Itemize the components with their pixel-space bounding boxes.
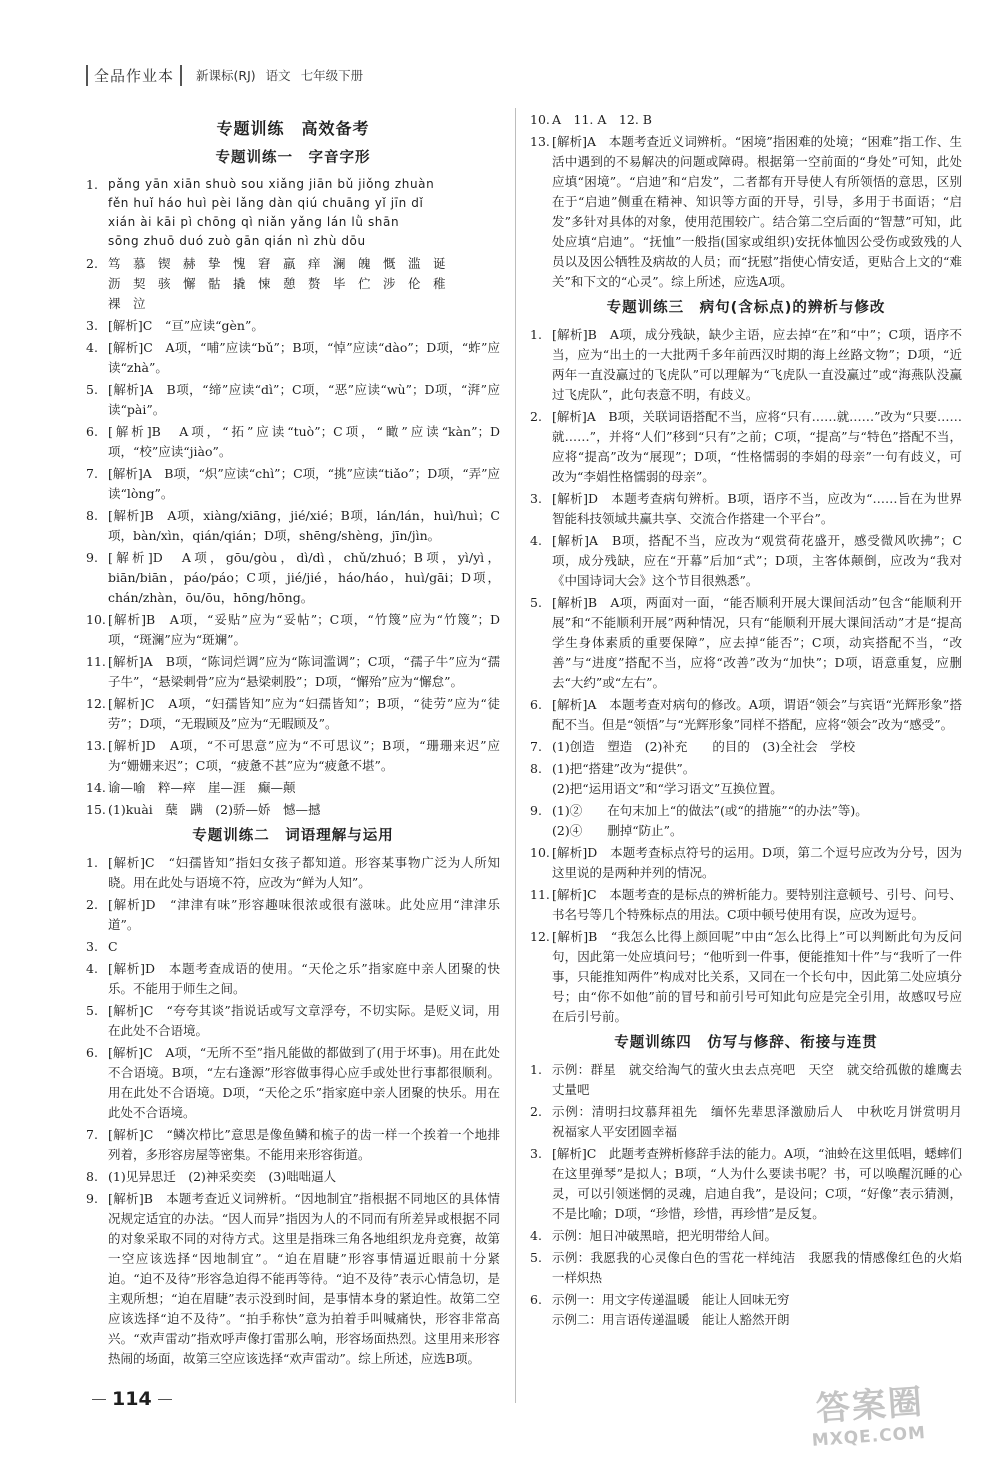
item-line: 沥 契 骇 懈 骷 撬 悚 憩 赘 毕 伫 涉 伦 稚 [108, 275, 446, 291]
item-line: [解析]B A项，“妥贴”应为“妥帖”；C项，“竹篾”应为“竹篾”；D项，“斑澜”应为“斑斓”。 [108, 611, 500, 647]
item-number: 12. [86, 695, 106, 711]
answer-item [86, 316, 500, 336]
item-number: 5. [530, 595, 542, 611]
item-number: 6. [530, 697, 542, 713]
item-number: 14. [86, 779, 106, 795]
item-text [108, 316, 500, 336]
brand-logo: 全品作业本 [86, 65, 182, 86]
item-text [108, 422, 500, 462]
answer-item [86, 1125, 500, 1165]
item-line: 示例二：用言语传递温暖 能让人豁然开朗 [552, 1312, 790, 1328]
item-number: 11. [86, 653, 106, 669]
page-footer [86, 1388, 178, 1410]
footer-dash-left [92, 1399, 106, 1400]
answer-item [530, 489, 962, 529]
item-text [552, 1102, 975, 1142]
answer-item [530, 110, 962, 130]
item-text [552, 1248, 962, 1288]
item-line: [解析]A 本题考查近义词辨析。“困境”指困难的处境；“困难”指工作、生活中遇到的不易解决的问题或障碍。根据第一空前面的“身处”可知，此处应填“困境”。“启迪”和“启发”，二者都有开导使人有所领悟的意思，区别在于“启迪”侧重在精神、知识等方面的开导，引导，多用于书面语；“启发”多针对具体的对象，使用范围较广。结合第二空后面的“智慧”可知，此处应填“启迪”。“抚恤”一般指(国家或组织)安抚体恤因公受伤或致残的人员以及因公牺牲及病故的人员；而“抚慰”指使心情安适，更贴合上文的“难关”和下文的“心灵”。综上所述，应选A项。 [552, 134, 962, 289]
answer-item [86, 736, 500, 776]
item-text [108, 1043, 500, 1123]
item-number: 5. [86, 381, 98, 397]
item-line: [解析]D 本题考查标点符号的运用。D项，第二个逗号应改为分号，因为这里说的是两种并列的情况。 [552, 845, 962, 881]
item-number: 3. [530, 491, 542, 507]
item-line: [解析]B 本题考查近义词辨析。“因地制宜”指根据不同地区的具体情况规定适宜的办法。“因人而异”指因为人的不同而有所差异或根据不同的对象采取不同的对待方式。这里是指珠三角各地组织龙舟竞赛，故第一空应该选择“因地制宜”。“迫在眉睫”形容事情逼近眼前十分紧迫。“迫不及待”形容急迫得不能再等待。“迫不及待”表示心情急切，是主观所想；“迫在眉睫”表示没到时间，是事情本身的紧迫性。故第二空应该选择“迫不及待”。“拍手称快”意为拍着手叫喊痛快，形容非常高兴。“欢声雷动”指欢呼声像打雷那么响，形容场面热烈。这里用来形容热闹的场面，故第三空应该选择“欢声雷动”。综上所述，应选B项。 [108, 1190, 500, 1366]
item-number: 5. [86, 1002, 98, 1018]
answer-item [530, 132, 962, 292]
answer-item [530, 531, 962, 591]
item-text [552, 1226, 962, 1246]
item-number: 8. [86, 1168, 98, 1184]
section-title: 专题训练四 仿写与修辞、衔接与连贯 [614, 1035, 878, 1052]
item-number: 1. [530, 1062, 542, 1078]
answer-item [530, 843, 962, 883]
answer-item [530, 737, 962, 757]
item-line: [解析]C “亘”应读“gèn”。 [108, 317, 264, 333]
answer-item [86, 548, 500, 608]
item-text [108, 610, 500, 650]
item-number: 6. [530, 1292, 542, 1308]
left-column [86, 110, 500, 1371]
answer-item [86, 175, 500, 252]
answer-item [86, 778, 500, 798]
page-header [86, 62, 506, 88]
item-line: (1)② 在句末加上“的做法”(或“的措施”“的办法”等)。 [552, 803, 868, 819]
item-line: [解析]B A项，xiàng/xiāng，jié/xié；B项，lán/lán，huì/huì；C项，bàn/xìn，qián/qián；D项，shēng/shèng，jīn/jìn。 [108, 507, 500, 543]
item-line: [解析]D 本题考查成语的使用。“天伦之乐”指家庭中亲人团聚的快乐。不能用于师生之间。 [108, 960, 500, 996]
item-text [552, 695, 962, 735]
item-line: [解析]C A项，“妇孺皆知”应为“妇孺皆知”；B项，“徒劳”应为“徒劳”；D项，“无瑕顾及”应为“无暇顾及”。 [108, 695, 500, 731]
footer-dash-right [158, 1399, 172, 1400]
item-number: 4. [86, 339, 98, 355]
item-line: (1)kuài 蘖 蹒 (2)骄—娇 憾—撼 [108, 801, 321, 817]
answer-item [86, 380, 500, 420]
item-line: 示例一：用文字传递温暖 能让人回味无穷 [552, 1292, 790, 1308]
item-line: 示例：群星 就交给淘气的萤火虫去点亮吧 天空 就交给孤傲的雄鹰去丈量吧 [552, 1062, 962, 1098]
item-line: [解析]A B项，搭配不当，应改为“观赏荷花盛开，感受微风吹拂”；C项，成分残缺，应在“开幕”后加“式”；D项，主客体颠倒，应改为“我对《中国诗词大会》这个节目很熟悉”。 [552, 533, 962, 589]
item-number: 13. [86, 737, 106, 753]
item-line: [解析]C A项，“无所不至”指凡能做的都做到了(用于坏事)。用在此处不合语境。B项，“左右逢源”形容做事得心应手或处世行事都很顺利。用在此处不合语境。D项，“天伦之乐”指家庭中亲人团聚的快乐。用在此处不合语境。 [108, 1044, 500, 1120]
item-text [552, 132, 962, 292]
item-line: xián ài kāi pì chōng qì niǎn yǎng lán lǜ shān [108, 215, 400, 230]
item-text [108, 1001, 500, 1041]
watermark-url: MXQE.COM [811, 1422, 927, 1451]
item-text [108, 937, 500, 957]
item-number: 13. [530, 134, 550, 149]
item-line: [解析]B “我怎么比得上颜回呢”中由“怎么比得上”可以判断此句为反问句，因此第一处应填问号；“他听到一件事，便能推知十件”与“我听了一件事，只能推知两件”构成对比关系，又同在一个长句中，因此第二处应填分号；由“你不如他”前的冒号和前引号可知此句应是完全引用，故感叹号应在后引号前。 [552, 929, 962, 1025]
item-text [108, 380, 500, 420]
item-line: (2)把“运用语文”和“学习语文”互换位置。 [552, 781, 783, 797]
item-text [108, 694, 500, 734]
item-text [552, 1060, 962, 1100]
item-number: 10. [530, 845, 550, 861]
item-text [108, 652, 500, 692]
item-text [108, 338, 500, 378]
item-number: 1. [530, 327, 542, 343]
item-line: 示例：清明扫坟慕拜祖先 缅怀先辈思泽激励后人 中秋吃月饼赏明月 祝福家人平安团圆幸福 [552, 1104, 975, 1140]
item-text [552, 110, 962, 130]
item-number: 10. [530, 112, 550, 127]
right-column [530, 110, 975, 1332]
item-line: 示例：我愿我的心灵像白色的雪花一样纯洁 我愿我的情感像红色的火焰一样炽热 [552, 1250, 962, 1286]
item-line: [解析]B A项，“拓”应读“tuò”；C项，“瞰”应读“kàn”；D项，“校”应读“jiào”。 [108, 423, 500, 459]
item-number: 12. [530, 929, 550, 945]
item-number: 4. [530, 533, 542, 549]
item-number: 8. [530, 761, 542, 777]
answer-item [530, 1226, 962, 1246]
item-line: 笃 慕 锲 赫 挚 愧 窘 羸 痒 澜 魄 慨 滥 诞 [108, 255, 446, 271]
section-title: 专题训练 高效备考 [216, 119, 370, 138]
item-line: pǎng yān xiān shuò sou xiǎng jiān bǔ jiǒng zhuàn [108, 176, 435, 191]
item-line: [解析]C 此题考查辨析修辞手法的能力。A项，“油蛉在这里低唱，蟋蟀们在这里弹琴”是拟人；B项，“人为什么要读书呢？书，可以唤醒沉睡的心灵，可以引领迷惘的灵魂，启迪自我”，是设问；C项，“好像”表示猜测，不是比喻；D项，“珍惜，珍惜，再珍惜”是反复。 [552, 1146, 962, 1222]
item-line: [解析]A B项，“炽”应读“chì”；C项，“挑”应读“tiǎo”；D项，“弄”应读“lòng”。 [108, 465, 501, 501]
item-text [552, 801, 962, 841]
item-line: (1)创造 塑造 (2)补充 的目的 (3)全社会 学校 [552, 739, 856, 755]
item-number: 9. [86, 1190, 98, 1206]
answer-item [530, 801, 962, 841]
answer-item [530, 325, 962, 405]
item-line: sōng zhuō duó zuò gān qián nì zhù dōu [108, 234, 366, 249]
item-text [108, 1167, 500, 1187]
item-line: C [108, 938, 118, 954]
answer-item [530, 1144, 962, 1224]
page-number: 114 [112, 1388, 152, 1410]
item-line: 示例：旭日冲破黑暗，把光明带给人间。 [552, 1228, 778, 1244]
grade-label: 七年级下册 [300, 68, 364, 83]
item-number: 9. [530, 803, 542, 819]
item-line: [解析]D “津津有味”形容趣味很浓或很有滋味。此处应用“津津乐道”。 [108, 896, 500, 932]
item-line: [解析]C 本题考查的是标点的辨析能力。要特别注意顿号、引号、问号、书名号等几个特殊标点的用法。C项中顿号使用有误，应改为逗号。 [552, 887, 962, 923]
answer-item [86, 610, 500, 650]
subject-label: 语文 [265, 68, 291, 83]
item-line: [解析]A 本题考查对病句的修改。A项，谓语“领会”与宾语“光辉形象”搭配不当。但是“领悟”与“光辉形象”同样不搭配，应将“领会”改为“感受”。 [552, 697, 962, 733]
item-text [552, 885, 962, 925]
item-number: 10. [86, 611, 106, 627]
column-divider [515, 108, 516, 1403]
item-line: A 11. A 12. B [552, 112, 652, 127]
item-line: [解析]B A项，两面对一面，“能否顺利开展大课间活动”包含“能顺利开展”和“不能顺利开展”两种情况，只有“能顺利开展大课间活动”才是“提高学生身体素质的重要保障”，应去掉“能否”；C项，动宾搭配不当，“改善”与“进度”搭配不当，应将“改善”改为“加快”；D项，语意重复，应删去“大约”或“左右”。 [552, 595, 962, 691]
item-text [108, 800, 500, 820]
answer-item [86, 422, 500, 462]
item-text [108, 175, 500, 252]
item-number: 11. [530, 887, 550, 903]
item-number: 3. [86, 938, 98, 954]
item-line: [解析]C “鳞次栉比”意思是像鱼鳞和梳子的齿一样一个挨着一个地排列着，多形容房屋等密集。不能用来形容街道。 [108, 1126, 500, 1162]
item-line: [解析]A B项，“陈词烂调”应为“陈词滥调”；C项，“孺子牛”应为“孺子牛”，“悬梁刺骨”应为“悬梁刺股”；D项，“懈殆”应为“懈怠”。 [108, 653, 500, 689]
answer-item [530, 1248, 962, 1288]
item-text [108, 1125, 500, 1165]
edition-label: 新课标(RJ) [196, 68, 256, 83]
item-number: 7. [530, 739, 542, 755]
item-text [552, 407, 962, 487]
answer-item [86, 1167, 500, 1187]
answer-item [86, 254, 500, 314]
item-number: 15. [86, 801, 106, 817]
item-text [552, 593, 962, 693]
item-number: 3. [86, 317, 98, 333]
item-text [552, 489, 962, 529]
answer-item [530, 927, 962, 1027]
item-text [552, 1290, 962, 1330]
answer-item [530, 759, 962, 799]
item-line: (2)④ 删掉“防止”。 [552, 823, 683, 839]
item-line: 谕—喻 粹—瘁 崖—涯 癫—颠 [108, 779, 296, 795]
item-text [108, 506, 500, 546]
item-number: 2. [86, 255, 98, 271]
item-text [108, 853, 500, 893]
item-text [108, 895, 500, 935]
item-line: [解析]C “夸夸其谈”指说话或写文章浮夸，不切实际。是贬义词，用在此处不合语境。 [108, 1002, 500, 1038]
item-line: [解析]C “妇孺皆知”指妇女孩子都知道。形容某事物广泛为人所知晓。用在此处与语境不符，应改为“鲜为人知”。 [108, 854, 500, 890]
item-text [108, 254, 500, 314]
item-text [108, 1189, 500, 1369]
item-number: 6. [86, 1044, 98, 1060]
answer-item [530, 885, 962, 925]
item-number: 7. [86, 465, 98, 481]
item-line: [解析]B A项，成分残缺，缺少主语，应去掉“在”和“中”；C项，语序不当，应为“出土的一大批两千多年前西汉时期的海上丝路文物”；D项，“近两年一直没赢过的飞虎队”可以理解为“飞虎队一直没赢过”或“海燕队没赢过飞虎队”，此句表意不明，有歧义。 [552, 327, 962, 403]
item-line: [解析]D A项，“不可思意”应为“不可思议”；B项，“珊珊来迟”应为“姗姗来迟”；C项，“疲惫不甚”应为“疲惫不堪”。 [108, 737, 500, 773]
item-number: 1. [86, 176, 98, 192]
item-text [552, 927, 962, 1027]
item-line: [解析]D 本题考查病句辨析。B项，语序不当，应改为“……旨在为世界智能科技领域共赢共享、交流合作搭建一个平台”。 [552, 491, 962, 527]
answer-item [86, 1001, 500, 1041]
item-line: [解析]C A项，“哺”应读“bǔ”；B项，“悼”应读“dào”；D项，“蚱”应读“zhà”。 [108, 339, 500, 375]
item-text [108, 736, 500, 776]
answer-item [86, 959, 500, 999]
item-number: 4. [530, 1228, 542, 1244]
answer-item [86, 895, 500, 935]
watermark [808, 1374, 927, 1451]
item-number: 3. [530, 1146, 542, 1162]
item-number: 9. [86, 549, 98, 565]
answer-item [86, 800, 500, 820]
item-line: 裸 泣 [108, 295, 146, 311]
item-number: 2. [530, 1104, 542, 1120]
item-text [552, 531, 962, 591]
item-line: [解析]A B项，关联词语搭配不当，应将“只有……就……”改为“只要……就……”，并将“人们”移到“只有”之前；C项，“提高”与“特色”搭配不当，应将“提高”改为“展现”；D项，“性格懦弱的李娟的母亲”一句有歧义，可改为“李娟性格懦弱的母亲”。 [552, 409, 962, 485]
answer-item [530, 1102, 975, 1142]
item-number: 5. [530, 1250, 542, 1266]
answer-item [86, 338, 500, 378]
item-number: 7. [86, 1126, 98, 1142]
answer-item [86, 1189, 500, 1369]
item-line: [解析]A B项，“缔”应读“dì”；C项，“恶”应读“wù”；D项，“湃”应读“pài”。 [108, 381, 500, 417]
answer-item [530, 1060, 962, 1100]
answer-item [530, 407, 962, 487]
item-number: 2. [86, 896, 98, 912]
item-number: 8. [86, 507, 98, 523]
answer-item [530, 695, 962, 735]
section-title: 专题训练一 字音字形 [215, 149, 371, 166]
section-title: 专题训练二 词语理解与运用 [192, 827, 394, 844]
item-number: 6. [86, 423, 98, 439]
item-text [108, 778, 500, 798]
item-text [552, 1144, 962, 1224]
item-line: (1)见异思迁 (2)神采奕奕 (3)咄咄逼人 [108, 1168, 337, 1184]
item-number: 4. [86, 960, 98, 976]
item-line: [解析]D A项，gōu/gòu，dì/dì，chǔ/zhuó；B项，yì/yì，biān/biān，páo/páo；C项，jié/jié，háo/háo，huì/gāi；D项，chán/zhàn，ōu/ōu，hōng/hōng。 [108, 549, 500, 605]
item-text [552, 737, 962, 757]
answer-item [86, 506, 500, 546]
item-line: fěn huǐ háo huì pèi lǎng dàn qiú chuāng yǐ jīn dǐ [108, 195, 424, 210]
item-text [552, 325, 962, 405]
item-number: 1. [86, 854, 98, 870]
item-number: 2. [530, 409, 542, 425]
item-text [552, 759, 962, 799]
answer-item [86, 694, 500, 734]
item-line: (1)把“搭建”改为“提供”。 [552, 761, 696, 777]
section-title: 专题训练三 病句(含标点)的辨析与修改 [606, 300, 886, 316]
answer-item [86, 1043, 500, 1123]
answer-item [86, 853, 500, 893]
item-text [108, 959, 500, 999]
item-text [108, 548, 500, 608]
answer-item [86, 464, 500, 504]
item-text [108, 464, 500, 504]
answer-item [530, 593, 962, 693]
item-text [552, 843, 962, 883]
answer-item [86, 652, 500, 692]
answer-item [530, 1290, 962, 1330]
answer-item [86, 937, 500, 957]
watermark-title: 答案圈 [814, 1382, 926, 1430]
